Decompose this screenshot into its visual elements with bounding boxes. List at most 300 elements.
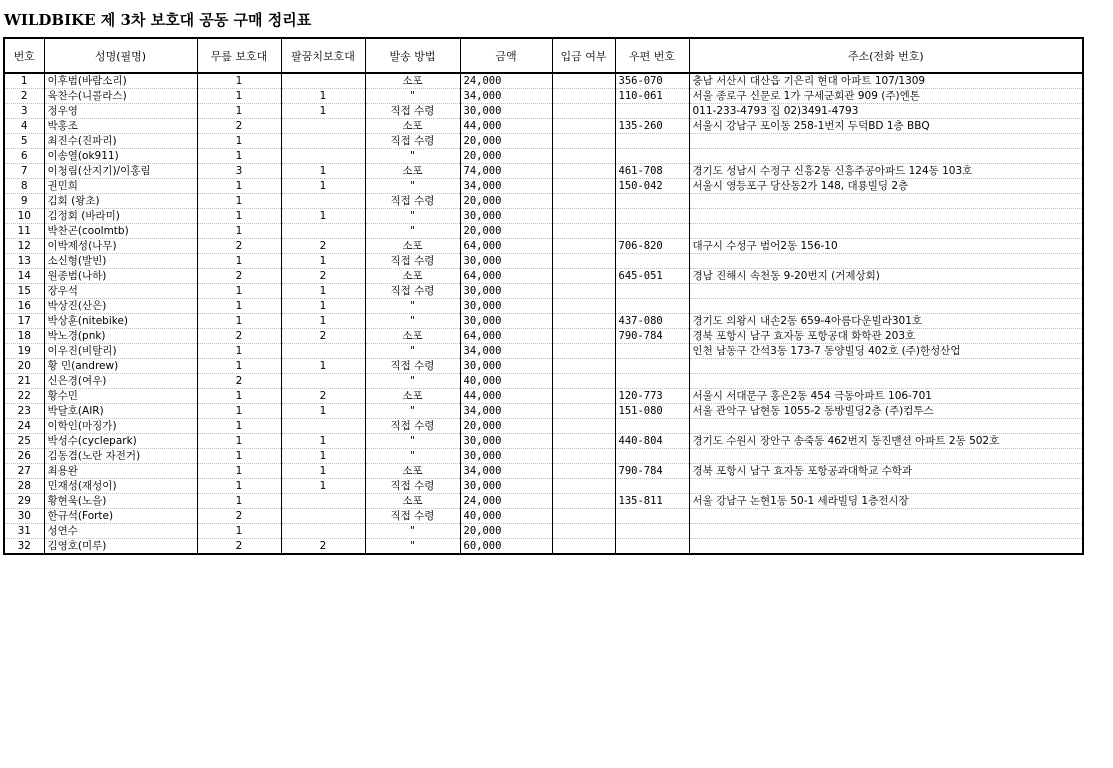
cell-shipping-method[interactable]: 소포 <box>365 329 460 344</box>
cell-postal-code[interactable]: 706-820 <box>615 239 689 254</box>
cell-number[interactable]: 2 <box>4 89 44 104</box>
cell-address[interactable] <box>689 479 1083 494</box>
cell-address[interactable] <box>689 359 1083 374</box>
cell-amount[interactable]: 20,000 <box>460 149 552 164</box>
cell-name[interactable]: 이학인(마징가) <box>44 419 197 434</box>
cell-elbow-guard[interactable]: 1 <box>281 179 365 194</box>
cell-postal-code[interactable] <box>615 104 689 119</box>
cell-postal-code[interactable] <box>615 134 689 149</box>
cell-amount[interactable]: 30,000 <box>460 104 552 119</box>
cell-amount[interactable]: 44,000 <box>460 119 552 134</box>
cell-amount[interactable]: 44,000 <box>460 389 552 404</box>
cell-amount[interactable]: 30,000 <box>460 479 552 494</box>
cell-payment-status[interactable] <box>552 449 615 464</box>
cell-postal-code[interactable] <box>615 479 689 494</box>
cell-postal-code[interactable]: 645-051 <box>615 269 689 284</box>
cell-payment-status[interactable] <box>552 194 615 209</box>
cell-knee-guard[interactable]: 1 <box>197 464 281 479</box>
cell-elbow-guard[interactable]: 1 <box>281 89 365 104</box>
cell-knee-guard[interactable]: 1 <box>197 179 281 194</box>
cell-address[interactable]: 서울 종로구 신문로 1가 구세군회관 909 (주)엔톤 <box>689 89 1083 104</box>
cell-address[interactable]: 011-233-4793 집 02)3491-4793 <box>689 104 1083 119</box>
cell-elbow-guard[interactable] <box>281 509 365 524</box>
cell-postal-code[interactable] <box>615 194 689 209</box>
cell-address[interactable] <box>689 449 1083 464</box>
cell-address[interactable] <box>689 224 1083 239</box>
cell-name[interactable]: 김동겸(노란 자전거) <box>44 449 197 464</box>
cell-address[interactable] <box>689 209 1083 224</box>
cell-amount[interactable]: 34,000 <box>460 404 552 419</box>
cell-address[interactable]: 대구시 수성구 범어2동 156-10 <box>689 239 1083 254</box>
cell-payment-status[interactable] <box>552 359 615 374</box>
cell-number[interactable]: 3 <box>4 104 44 119</box>
cell-amount[interactable]: 20,000 <box>460 419 552 434</box>
cell-name[interactable]: 황 민(andrew) <box>44 359 197 374</box>
cell-postal-code[interactable] <box>615 149 689 164</box>
cell-postal-code[interactable] <box>615 449 689 464</box>
cell-number[interactable]: 19 <box>4 344 44 359</box>
cell-elbow-guard[interactable]: 1 <box>281 254 365 269</box>
cell-shipping-method[interactable]: 소포 <box>365 164 460 179</box>
cell-number[interactable]: 16 <box>4 299 44 314</box>
cell-shipping-method[interactable]: 직접 수령 <box>365 479 460 494</box>
cell-shipping-method[interactable]: " <box>365 344 460 359</box>
cell-knee-guard[interactable]: 1 <box>197 314 281 329</box>
cell-elbow-guard[interactable]: 2 <box>281 539 365 555</box>
cell-knee-guard[interactable]: 1 <box>197 389 281 404</box>
cell-elbow-guard[interactable] <box>281 344 365 359</box>
cell-elbow-guard[interactable] <box>281 374 365 389</box>
cell-amount[interactable]: 34,000 <box>460 89 552 104</box>
cell-number[interactable]: 12 <box>4 239 44 254</box>
cell-knee-guard[interactable]: 1 <box>197 494 281 509</box>
cell-shipping-method[interactable]: " <box>365 89 460 104</box>
cell-knee-guard[interactable]: 1 <box>197 224 281 239</box>
cell-shipping-method[interactable]: 직접 수령 <box>365 419 460 434</box>
cell-amount[interactable]: 34,000 <box>460 179 552 194</box>
cell-payment-status[interactable] <box>552 434 615 449</box>
cell-knee-guard[interactable]: 2 <box>197 509 281 524</box>
cell-amount[interactable]: 24,000 <box>460 73 552 89</box>
cell-shipping-method[interactable]: " <box>365 314 460 329</box>
table-row <box>4 269 1083 284</box>
cell-address[interactable]: 경기도 성남시 수정구 신흥2동 신흥주공아파드 124동 103호 <box>689 164 1083 179</box>
header-postal-code[interactable]: 우편 번호 <box>615 38 689 73</box>
cell-postal-code[interactable]: 356-070 <box>615 73 689 89</box>
cell-elbow-guard[interactable]: 1 <box>281 479 365 494</box>
cell-elbow-guard[interactable]: 1 <box>281 314 365 329</box>
cell-shipping-method[interactable]: 직접 수령 <box>365 254 460 269</box>
cell-address[interactable]: 경북 포항시 남구 효자동 포항공대 화학관 203호 <box>689 329 1083 344</box>
cell-knee-guard[interactable]: 1 <box>197 284 281 299</box>
cell-address[interactable] <box>689 524 1083 539</box>
cell-amount[interactable]: 30,000 <box>460 284 552 299</box>
cell-amount[interactable]: 60,000 <box>460 539 552 555</box>
cell-knee-guard[interactable]: 1 <box>197 73 281 89</box>
cell-elbow-guard[interactable] <box>281 419 365 434</box>
cell-shipping-method[interactable]: 직접 수령 <box>365 284 460 299</box>
cell-payment-status[interactable] <box>552 344 615 359</box>
cell-number[interactable]: 20 <box>4 359 44 374</box>
cell-postal-code[interactable] <box>615 299 689 314</box>
cell-postal-code[interactable] <box>615 224 689 239</box>
cell-elbow-guard[interactable] <box>281 149 365 164</box>
cell-amount[interactable]: 34,000 <box>460 464 552 479</box>
cell-name[interactable]: 정우영 <box>44 104 197 119</box>
header-elbow-guard[interactable]: 팔꿈치보호대 <box>281 38 365 73</box>
cell-amount[interactable]: 74,000 <box>460 164 552 179</box>
cell-payment-status[interactable] <box>552 224 615 239</box>
cell-postal-code[interactable] <box>615 344 689 359</box>
cell-payment-status[interactable] <box>552 73 615 89</box>
cell-elbow-guard[interactable]: 1 <box>281 209 365 224</box>
header-amount[interactable]: 금액 <box>460 38 552 73</box>
cell-knee-guard[interactable]: 3 <box>197 164 281 179</box>
cell-shipping-method[interactable]: " <box>365 179 460 194</box>
cell-address[interactable] <box>689 149 1083 164</box>
cell-name[interactable]: 소신형(발빈) <box>44 254 197 269</box>
cell-number[interactable]: 30 <box>4 509 44 524</box>
cell-number[interactable]: 1 <box>4 73 44 89</box>
cell-shipping-method[interactable]: 소포 <box>365 464 460 479</box>
cell-payment-status[interactable] <box>552 314 615 329</box>
cell-payment-status[interactable] <box>552 329 615 344</box>
cell-elbow-guard[interactable]: 1 <box>281 104 365 119</box>
cell-amount[interactable]: 20,000 <box>460 194 552 209</box>
cell-address[interactable] <box>689 254 1083 269</box>
cell-name[interactable]: 최진수(진파리) <box>44 134 197 149</box>
cell-address[interactable]: 충남 서산시 대산읍 기은리 현대 아파트 107/1309 <box>689 73 1083 89</box>
cell-number[interactable]: 14 <box>4 269 44 284</box>
cell-shipping-method[interactable]: " <box>365 299 460 314</box>
cell-knee-guard[interactable]: 1 <box>197 209 281 224</box>
cell-elbow-guard[interactable]: 2 <box>281 239 365 254</box>
cell-shipping-method[interactable]: 직접 수령 <box>365 509 460 524</box>
cell-postal-code[interactable] <box>615 419 689 434</box>
cell-name[interactable]: 성연수 <box>44 524 197 539</box>
cell-knee-guard[interactable]: 1 <box>197 434 281 449</box>
cell-amount[interactable]: 20,000 <box>460 224 552 239</box>
cell-amount[interactable]: 30,000 <box>460 359 552 374</box>
cell-address[interactable]: 서울 강남구 논현1동 50-1 세라빌딩 1층전시장 <box>689 494 1083 509</box>
cell-address[interactable]: 경기도 의왕시 내손2동 659-4아름다운빌라301호 <box>689 314 1083 329</box>
cell-knee-guard[interactable]: 2 <box>197 239 281 254</box>
cell-address[interactable]: 서울시 강남구 포이동 258-1번지 두덕BD 1층 BBQ <box>689 119 1083 134</box>
cell-shipping-method[interactable]: " <box>365 449 460 464</box>
cell-name[interactable]: 이우진(비탈리) <box>44 344 197 359</box>
cell-name[interactable]: 박찬곤(coolmtb) <box>44 224 197 239</box>
cell-shipping-method[interactable]: " <box>365 149 460 164</box>
cell-amount[interactable]: 30,000 <box>460 449 552 464</box>
cell-name[interactable]: 이박제성(나무) <box>44 239 197 254</box>
cell-number[interactable]: 28 <box>4 479 44 494</box>
cell-number[interactable]: 32 <box>4 539 44 555</box>
header-knee-guard[interactable]: 무릎 보호대 <box>197 38 281 73</box>
cell-elbow-guard[interactable] <box>281 494 365 509</box>
header-name[interactable]: 성명(필명) <box>44 38 197 73</box>
cell-knee-guard[interactable]: 1 <box>197 299 281 314</box>
cell-name[interactable]: 최용완 <box>44 464 197 479</box>
cell-name[interactable]: 김영호(미루) <box>44 539 197 555</box>
cell-knee-guard[interactable]: 1 <box>197 104 281 119</box>
cell-address[interactable]: 경남 진해시 속천동 9-20번지 (거제상회) <box>689 269 1083 284</box>
cell-shipping-method[interactable]: " <box>365 434 460 449</box>
cell-shipping-method[interactable]: 소포 <box>365 494 460 509</box>
cell-payment-status[interactable] <box>552 284 615 299</box>
cell-number[interactable]: 29 <box>4 494 44 509</box>
cell-name[interactable]: 박홍조 <box>44 119 197 134</box>
cell-number[interactable]: 6 <box>4 149 44 164</box>
cell-payment-status[interactable] <box>552 299 615 314</box>
cell-elbow-guard[interactable]: 1 <box>281 359 365 374</box>
cell-amount[interactable]: 40,000 <box>460 509 552 524</box>
cell-knee-guard[interactable]: 1 <box>197 524 281 539</box>
cell-elbow-guard[interactable] <box>281 194 365 209</box>
cell-number[interactable]: 13 <box>4 254 44 269</box>
cell-address[interactable] <box>689 509 1083 524</box>
cell-payment-status[interactable] <box>552 179 615 194</box>
cell-number[interactable]: 26 <box>4 449 44 464</box>
cell-payment-status[interactable] <box>552 404 615 419</box>
cell-name[interactable]: 장우석 <box>44 284 197 299</box>
cell-payment-status[interactable] <box>552 389 615 404</box>
cell-postal-code[interactable]: 135-811 <box>615 494 689 509</box>
header-shipping-method[interactable]: 발송 방법 <box>365 38 460 73</box>
cell-postal-code[interactable]: 135-260 <box>615 119 689 134</box>
cell-elbow-guard[interactable]: 1 <box>281 164 365 179</box>
cell-shipping-method[interactable]: 소포 <box>365 269 460 284</box>
cell-amount[interactable]: 30,000 <box>460 314 552 329</box>
cell-shipping-method[interactable]: " <box>365 374 460 389</box>
cell-number[interactable]: 24 <box>4 419 44 434</box>
cell-elbow-guard[interactable]: 1 <box>281 404 365 419</box>
cell-payment-status[interactable] <box>552 479 615 494</box>
cell-postal-code[interactable] <box>615 254 689 269</box>
cell-number[interactable]: 17 <box>4 314 44 329</box>
cell-address[interactable]: 경기도 수원시 장안구 송죽동 462번지 동진맨션 아파트 2동 502호 <box>689 434 1083 449</box>
cell-name[interactable]: 이송열(ok911) <box>44 149 197 164</box>
cell-payment-status[interactable] <box>552 209 615 224</box>
cell-amount[interactable]: 64,000 <box>460 269 552 284</box>
cell-payment-status[interactable] <box>552 419 615 434</box>
cell-amount[interactable]: 24,000 <box>460 494 552 509</box>
cell-shipping-method[interactable]: 직접 수령 <box>365 134 460 149</box>
cell-knee-guard[interactable]: 1 <box>197 134 281 149</box>
cell-address[interactable] <box>689 539 1083 555</box>
cell-address[interactable] <box>689 134 1083 149</box>
cell-address[interactable]: 서울시 영등포구 당산동2가 148, 대룡빌딩 2층 <box>689 179 1083 194</box>
cell-number[interactable]: 21 <box>4 374 44 389</box>
cell-postal-code[interactable] <box>615 359 689 374</box>
cell-payment-status[interactable] <box>552 89 615 104</box>
cell-knee-guard[interactable]: 1 <box>197 419 281 434</box>
cell-postal-code[interactable]: 790-784 <box>615 464 689 479</box>
cell-knee-guard[interactable]: 1 <box>197 344 281 359</box>
cell-elbow-guard[interactable] <box>281 134 365 149</box>
cell-name[interactable]: 박성수(cyclepark) <box>44 434 197 449</box>
cell-knee-guard[interactable]: 1 <box>197 479 281 494</box>
cell-name[interactable]: 신은경(여우) <box>44 374 197 389</box>
cell-elbow-guard[interactable]: 1 <box>281 299 365 314</box>
cell-name[interactable]: 권민희 <box>44 179 197 194</box>
cell-name[interactable]: 이후범(바람소리) <box>44 73 197 89</box>
cell-number[interactable]: 23 <box>4 404 44 419</box>
cell-name[interactable]: 원종범(나하) <box>44 269 197 284</box>
cell-number[interactable]: 4 <box>4 119 44 134</box>
cell-name[interactable]: 이청림(산지기)/이홍림 <box>44 164 197 179</box>
cell-elbow-guard[interactable] <box>281 73 365 89</box>
cell-elbow-guard[interactable] <box>281 224 365 239</box>
cell-address[interactable]: 서울시 서대문구 홍은2동 454 극동아파트 106-701 <box>689 389 1083 404</box>
cell-amount[interactable]: 34,000 <box>460 344 552 359</box>
cell-elbow-guard[interactable]: 1 <box>281 464 365 479</box>
cell-postal-code[interactable] <box>615 374 689 389</box>
cell-postal-code[interactable]: 120-773 <box>615 389 689 404</box>
cell-knee-guard[interactable]: 1 <box>197 254 281 269</box>
cell-elbow-guard[interactable] <box>281 119 365 134</box>
cell-address[interactable] <box>689 374 1083 389</box>
cell-payment-status[interactable] <box>552 104 615 119</box>
cell-postal-code[interactable]: 110-061 <box>615 89 689 104</box>
cell-payment-status[interactable] <box>552 509 615 524</box>
cell-amount[interactable]: 30,000 <box>460 254 552 269</box>
cell-address[interactable]: 서울 관악구 남현동 1055-2 동방빌딩2층 (주)컴투스 <box>689 404 1083 419</box>
cell-shipping-method[interactable]: 직접 수령 <box>365 359 460 374</box>
cell-payment-status[interactable] <box>552 524 615 539</box>
cell-amount[interactable]: 40,000 <box>460 374 552 389</box>
cell-elbow-guard[interactable]: 1 <box>281 449 365 464</box>
cell-payment-status[interactable] <box>552 539 615 555</box>
cell-number[interactable]: 25 <box>4 434 44 449</box>
table-row <box>4 404 1083 419</box>
header-number[interactable]: 번호 <box>4 38 44 73</box>
cell-number[interactable]: 31 <box>4 524 44 539</box>
cell-shipping-method[interactable]: " <box>365 209 460 224</box>
cell-shipping-method[interactable]: 소포 <box>365 239 460 254</box>
cell-amount[interactable]: 64,000 <box>460 329 552 344</box>
cell-number[interactable]: 27 <box>4 464 44 479</box>
cell-elbow-guard[interactable]: 2 <box>281 329 365 344</box>
cell-number[interactable]: 7 <box>4 164 44 179</box>
cell-knee-guard[interactable]: 1 <box>197 404 281 419</box>
cell-amount[interactable]: 20,000 <box>460 524 552 539</box>
cell-knee-guard[interactable]: 2 <box>197 119 281 134</box>
cell-name[interactable]: 한규석(Forte) <box>44 509 197 524</box>
cell-payment-status[interactable] <box>552 494 615 509</box>
cell-shipping-method[interactable]: " <box>365 224 460 239</box>
cell-payment-status[interactable] <box>552 269 615 284</box>
cell-amount[interactable]: 30,000 <box>460 209 552 224</box>
cell-postal-code[interactable] <box>615 539 689 555</box>
cell-payment-status[interactable] <box>552 374 615 389</box>
cell-postal-code[interactable]: 151-080 <box>615 404 689 419</box>
cell-name[interactable]: 육찬수(니콜라스) <box>44 89 197 104</box>
cell-amount[interactable]: 30,000 <box>460 299 552 314</box>
cell-knee-guard[interactable]: 1 <box>197 89 281 104</box>
cell-number[interactable]: 10 <box>4 209 44 224</box>
cell-shipping-method[interactable]: 소포 <box>365 119 460 134</box>
cell-shipping-method[interactable]: 직접 수령 <box>365 104 460 119</box>
cell-address[interactable] <box>689 284 1083 299</box>
header-address[interactable]: 주소(전화 번호) <box>689 38 1083 73</box>
cell-name[interactable]: 박노경(pnk) <box>44 329 197 344</box>
cell-shipping-method[interactable]: " <box>365 539 460 555</box>
cell-number[interactable]: 18 <box>4 329 44 344</box>
cell-postal-code[interactable]: 461-708 <box>615 164 689 179</box>
cell-elbow-guard[interactable] <box>281 524 365 539</box>
cell-shipping-method[interactable]: 직접 수령 <box>365 194 460 209</box>
cell-postal-code[interactable] <box>615 524 689 539</box>
cell-postal-code[interactable]: 150-042 <box>615 179 689 194</box>
cell-knee-guard[interactable]: 1 <box>197 194 281 209</box>
cell-number[interactable]: 9 <box>4 194 44 209</box>
cell-amount[interactable]: 30,000 <box>460 434 552 449</box>
cell-elbow-guard[interactable]: 2 <box>281 389 365 404</box>
cell-knee-guard[interactable]: 2 <box>197 329 281 344</box>
cell-postal-code[interactable]: 440-804 <box>615 434 689 449</box>
cell-number[interactable]: 8 <box>4 179 44 194</box>
cell-name[interactable]: 황수민 <box>44 389 197 404</box>
cell-knee-guard[interactable]: 2 <box>197 374 281 389</box>
cell-shipping-method[interactable]: " <box>365 404 460 419</box>
cell-shipping-method[interactable]: " <box>365 524 460 539</box>
cell-name[interactable]: 박달호(AIR) <box>44 404 197 419</box>
cell-number[interactable]: 11 <box>4 224 44 239</box>
cell-postal-code[interactable] <box>615 284 689 299</box>
cell-knee-guard[interactable]: 2 <box>197 539 281 555</box>
cell-name[interactable]: 김회 (왕초) <box>44 194 197 209</box>
cell-postal-code[interactable] <box>615 209 689 224</box>
cell-number[interactable]: 22 <box>4 389 44 404</box>
cell-elbow-guard[interactable]: 2 <box>281 269 365 284</box>
cell-payment-status[interactable] <box>552 464 615 479</box>
cell-address[interactable] <box>689 299 1083 314</box>
cell-payment-status[interactable] <box>552 254 615 269</box>
cell-shipping-method[interactable]: 소포 <box>365 73 460 89</box>
cell-payment-status[interactable] <box>552 119 615 134</box>
cell-payment-status[interactable] <box>552 149 615 164</box>
cell-payment-status[interactable] <box>552 134 615 149</box>
cell-payment-status[interactable] <box>552 239 615 254</box>
cell-address[interactable] <box>689 419 1083 434</box>
cell-name[interactable]: 박상진(산은) <box>44 299 197 314</box>
cell-elbow-guard[interactable]: 1 <box>281 434 365 449</box>
cell-payment-status[interactable] <box>552 164 615 179</box>
cell-address[interactable]: 경북 포항시 남구 효자동 포항공과대학교 수학과 <box>689 464 1083 479</box>
header-payment-status[interactable]: 입금 여부 <box>552 38 615 73</box>
cell-postal-code[interactable] <box>615 509 689 524</box>
cell-address[interactable] <box>689 194 1083 209</box>
cell-postal-code[interactable]: 437-080 <box>615 314 689 329</box>
cell-knee-guard[interactable]: 1 <box>197 149 281 164</box>
cell-elbow-guard[interactable]: 1 <box>281 284 365 299</box>
cell-name[interactable]: 박상훈(nitebike) <box>44 314 197 329</box>
cell-amount[interactable]: 64,000 <box>460 239 552 254</box>
cell-number[interactable]: 5 <box>4 134 44 149</box>
cell-amount[interactable]: 20,000 <box>460 134 552 149</box>
cell-name[interactable]: 민재성(재성이) <box>44 479 197 494</box>
table-row <box>4 329 1083 344</box>
cell-name[interactable]: 황현욱(노을) <box>44 494 197 509</box>
cell-address[interactable]: 인천 남동구 간석3동 173-7 동양빌딩 402호 (주)한성산업 <box>689 344 1083 359</box>
cell-number[interactable]: 15 <box>4 284 44 299</box>
cell-knee-guard[interactable]: 2 <box>197 269 281 284</box>
cell-knee-guard[interactable]: 1 <box>197 449 281 464</box>
cell-postal-code[interactable]: 790-784 <box>615 329 689 344</box>
cell-shipping-method[interactable]: 소포 <box>365 389 460 404</box>
cell-name[interactable]: 김정회 (바라미) <box>44 209 197 224</box>
cell-knee-guard[interactable]: 1 <box>197 359 281 374</box>
